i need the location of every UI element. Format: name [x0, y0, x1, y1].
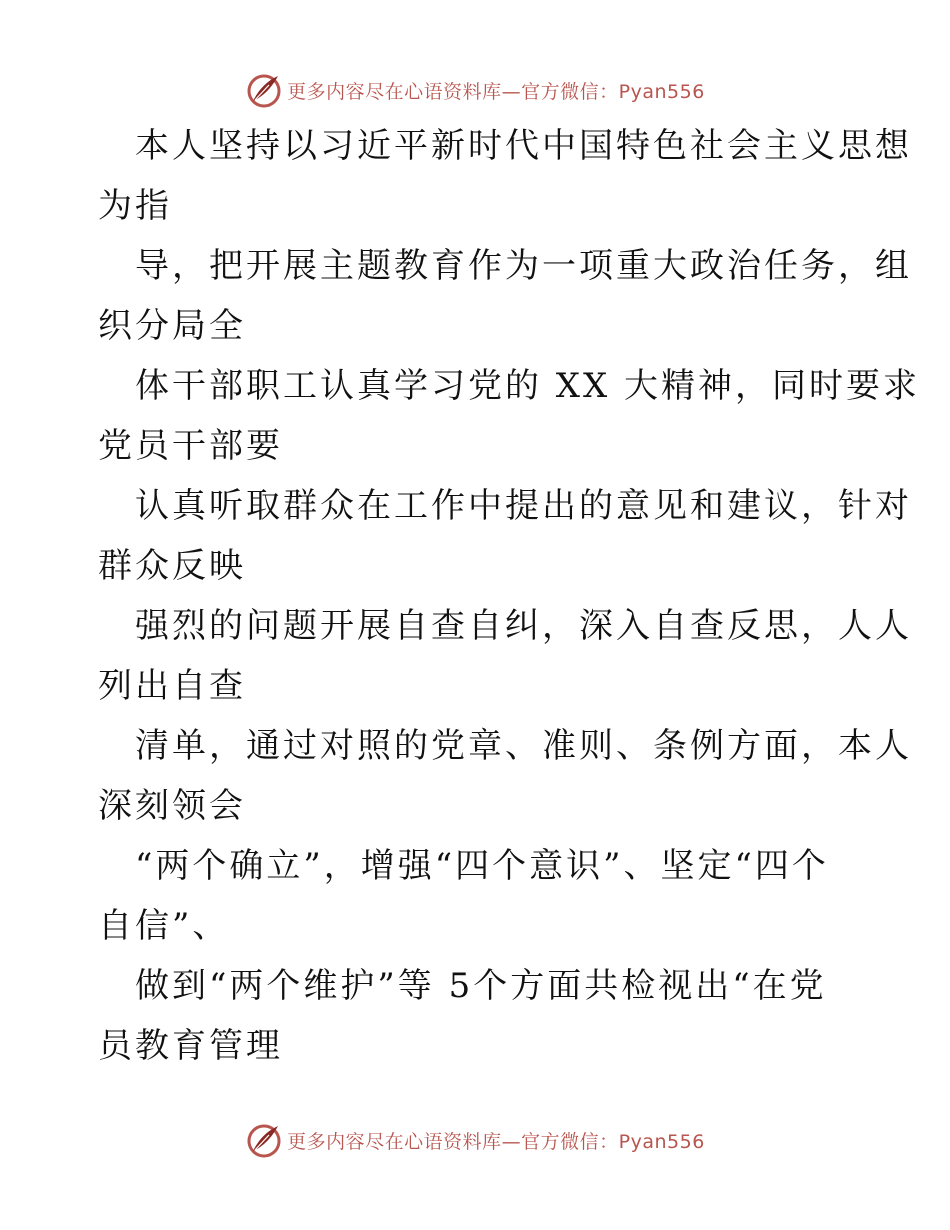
- text-line: 深刻领会: [98, 786, 246, 826]
- text-line: 员教育管理: [98, 1026, 283, 1066]
- text-line: “两个确立”，增强“四个意识”、坚定“四个: [135, 846, 829, 886]
- text-line: 认真听取群众在工作中提出的意见和建议，针对: [135, 486, 912, 526]
- paragraph: [98, 116, 912, 236]
- paragraph: [98, 236, 912, 356]
- paragraph: [98, 956, 858, 1076]
- paragraph: [98, 596, 912, 716]
- text-line: 为指: [98, 186, 172, 226]
- footer-watermark: [0, 1120, 950, 1160]
- header-watermark: [0, 70, 950, 110]
- paragraph: [98, 476, 912, 596]
- paragraph: [98, 836, 858, 956]
- text-line: 党员干部要: [98, 426, 283, 466]
- text-line: 做到“两个维护”等 5个方面共检视出“在党: [135, 966, 827, 1006]
- watermark-text: 更多内容尽在心语资料库—官方微信：Pyan556: [287, 80, 705, 103]
- text-line: 清单，通过对照的党章、准则、条例方面，本人: [135, 726, 912, 766]
- text-line: 体干部职工认真学习党的 XX 大精神，同时要求: [135, 366, 921, 406]
- document-body: [98, 116, 921, 1076]
- text-line: 群众反映: [98, 546, 246, 586]
- text-line: 强烈的问题开展自查自纠，深入自查反思，人人: [135, 606, 912, 646]
- feather-pen-logo-icon: [245, 1121, 283, 1159]
- text-line: 列出自查: [98, 666, 246, 706]
- text-line: 本人坚持以习近平新时代中国特色社会主义思想: [135, 126, 912, 166]
- text-line: 自信”、: [98, 906, 230, 946]
- text-line: 导，把开展主题教育作为一项重大政治任务，组: [135, 246, 912, 286]
- paragraph: [98, 716, 912, 836]
- feather-pen-logo-icon: [245, 71, 283, 109]
- text-line: 织分局全: [98, 306, 246, 346]
- watermark-text: 更多内容尽在心语资料库—官方微信：Pyan556: [287, 1130, 705, 1153]
- paragraph: [98, 356, 921, 476]
